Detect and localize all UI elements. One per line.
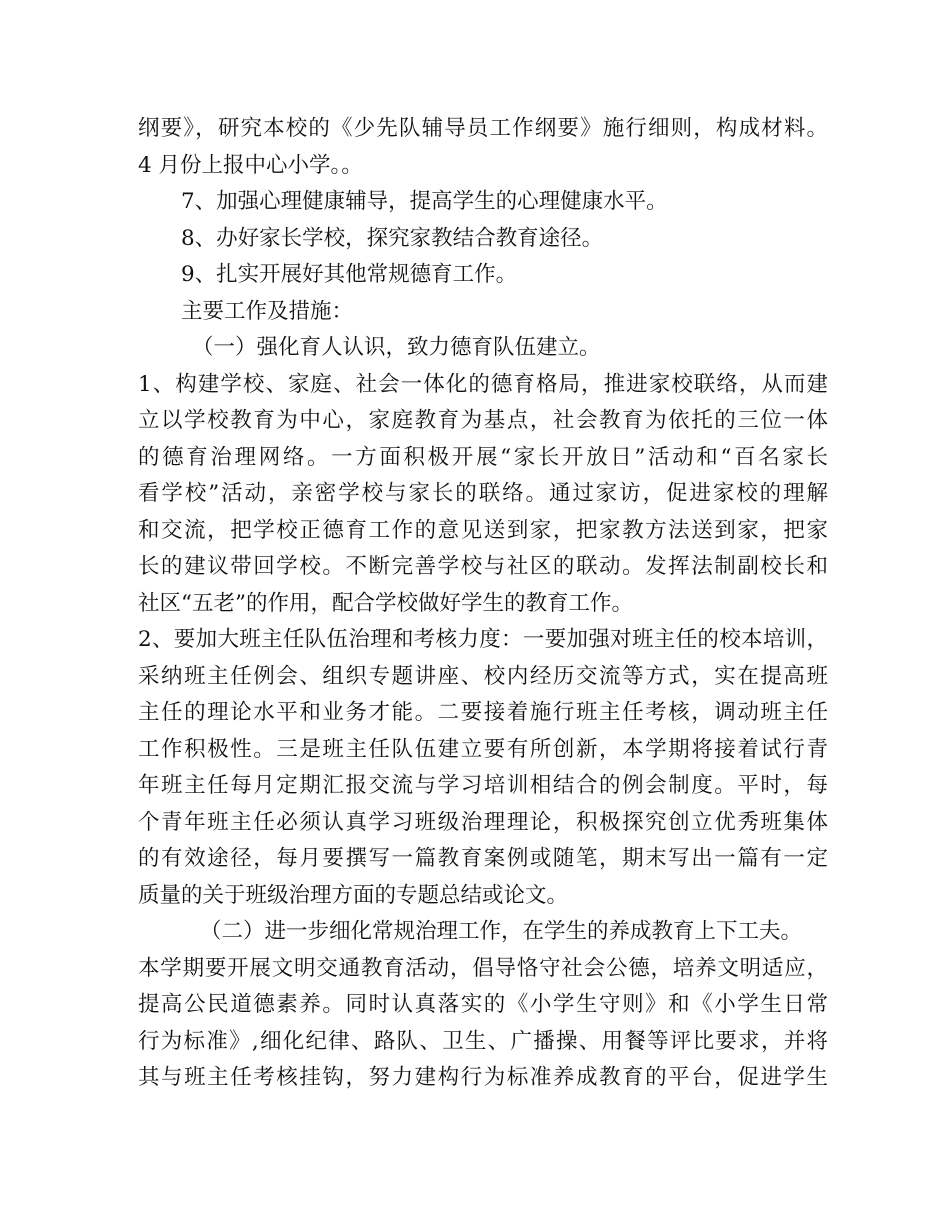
list-item: 9、扎实开展好其他常规德育工作。	[181, 262, 518, 287]
subsection-heading: （一）强化育人认识，致力德育队伍建立。	[192, 335, 601, 360]
document-body	[138, 111, 828, 1097]
text-line: 社区“五老”的作用，配合学校做好学生的教育工作。	[138, 590, 633, 616]
text-line: 纲要》，研究本校的《少先队辅导员工作纲要》施行细则，构成材料。	[138, 116, 828, 141]
text-line: 采纳班主任例会、组织专题讲座、校内经历交流等方式，实在提高班	[138, 663, 828, 689]
text-line: 本学期要开展文明交通教育活动，倡导恪守社会公德，培养文明适应，	[138, 955, 828, 981]
text-line: 长的建议带回学校。不断完善学校与社区的联动。发挥法制副校长和	[138, 554, 828, 579]
text-line: 年班主任每月定期汇报交流与学习培训相结合的例会制度。平时，每	[138, 773, 828, 798]
text-line: 和交流，把学校正德育工作的意见送到家，把家教方法送到家，把家	[138, 517, 828, 543]
text-line: 工作积极性。三是班主任队伍建立要有所创新，本学期将接着试行青	[138, 736, 828, 762]
text-line: 4 月份上报中心小学。。	[138, 152, 363, 178]
text-line: 的有效途径，每月要撰写一篇教育案例或随笔，期末写出一篇有一定	[138, 846, 828, 871]
subsection-heading: （二）进一步细化常规治理工作，在学生的养成教育上下工夫。	[200, 919, 803, 944]
section-heading: 主要工作及措施：	[181, 298, 354, 324]
text-line: 主任的理论水平和业务才能。二要接着施行班主任考核，调动班主任	[138, 700, 828, 725]
text-line: 行为标准》,细化纪律、路队、卫生、广播操、用餐等评比要求，并将	[138, 1028, 828, 1054]
text-line: 2、要加大班主任队伍治理和考核力度：一要加强对班主任的校本培训，	[138, 627, 828, 652]
list-item: 7、加强心理健康辅导，提高学生的心理健康水平。	[181, 189, 668, 214]
text-line: 立以学校教育为中心，家庭教育为基点，社会教育为依托的三位一体	[138, 408, 828, 433]
text-line: 看学校”活动，亲密学校与家长的联络。通过家访，促进家校的理解	[138, 481, 828, 506]
text-line: 质量的关于班级治理方面的专题总结或论文。	[138, 882, 569, 908]
text-line: 其与班主任考核挂钩，努力建构行为标准养成教育的平台，促进学生	[138, 1065, 828, 1090]
text-line: 个青年班主任必须认真学习班级治理理论，积极探究创立优秀班集体	[138, 809, 828, 835]
text-line: 提高公民道德素养。同时认真落实的《小学生守则》和《小学生日常	[138, 992, 828, 1017]
list-item: 8、办好家长学校，探究家教结合教育途径。	[181, 225, 604, 251]
text-line: 的德育治理网络。一方面积极开展“家长开放日”活动和“百名家长	[138, 444, 828, 470]
text-line: 1、构建学校、家庭、社会一体化的德育格局，推进家校联络，从而建	[138, 371, 828, 397]
